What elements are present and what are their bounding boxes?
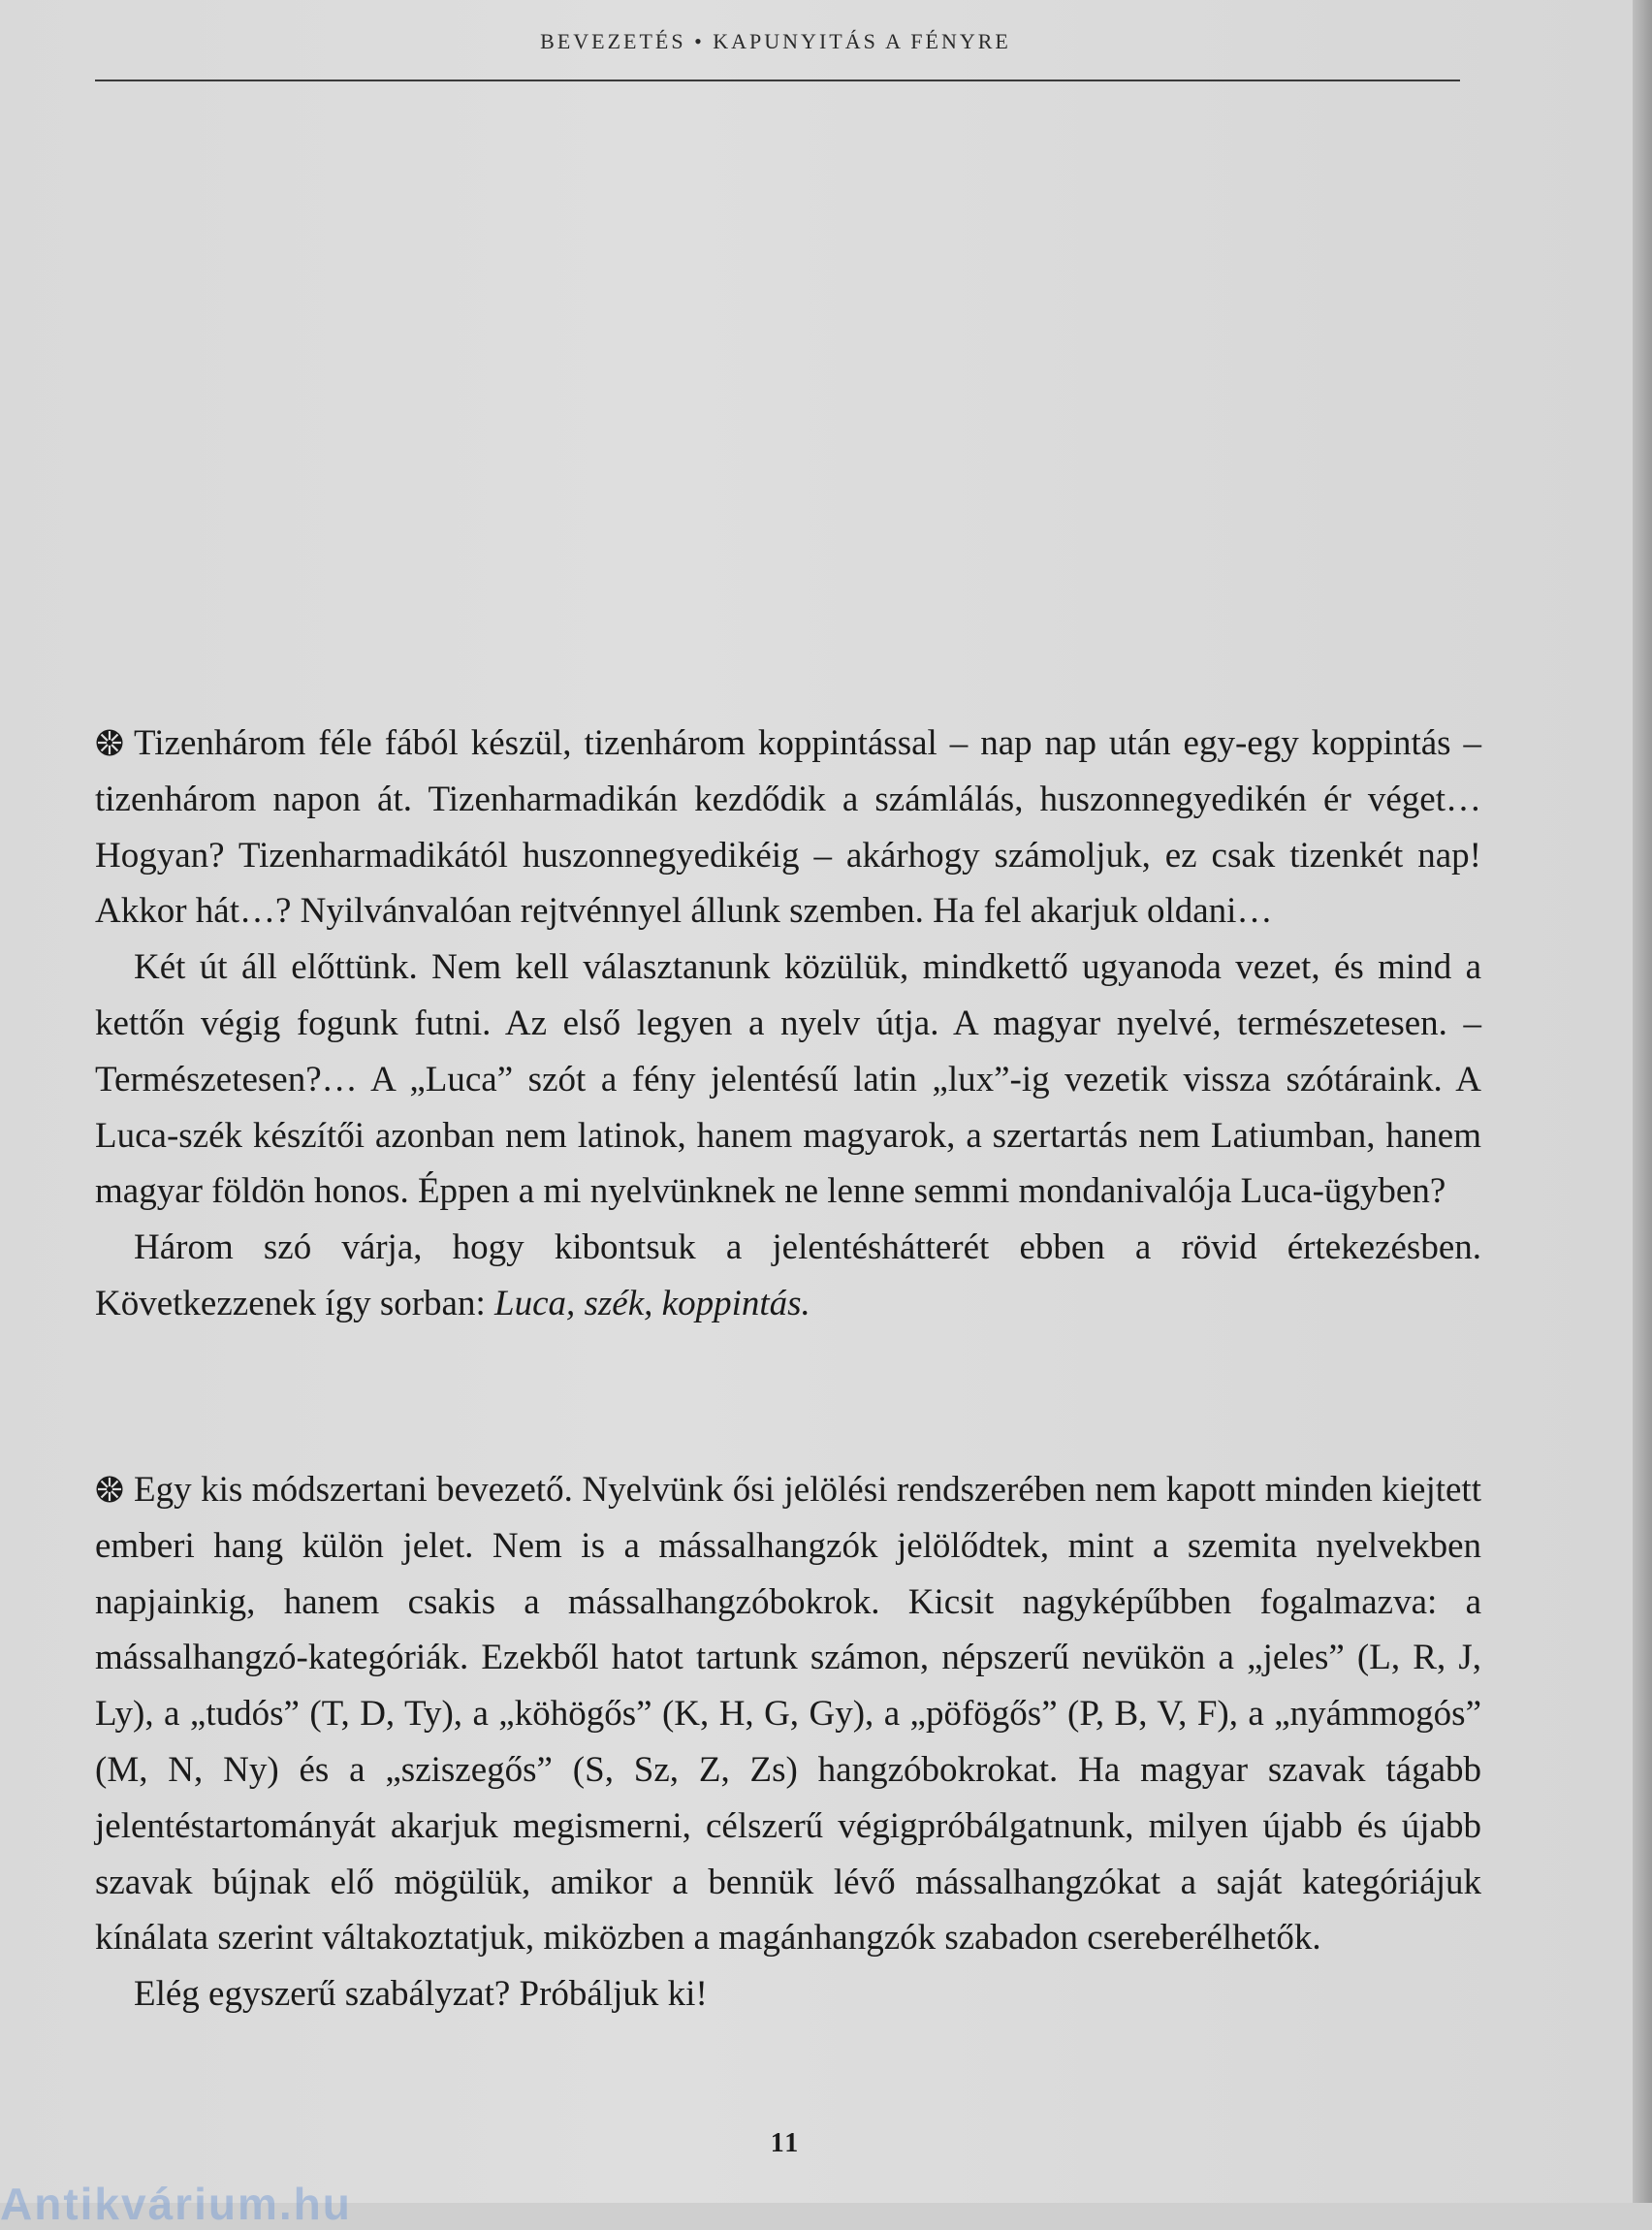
page-edge (1633, 0, 1652, 2203)
paragraph (95, 1966, 1481, 2023)
section-2 (95, 1462, 1481, 2023)
paragraph-text: Két út áll előttünk. Nem kell választanunk közülük, mindkettő ugyanoda vezet, és mind a kettőn végig fogunk futni. Az első legyen a nyelv útja. A magyar nyelvé, természetesen. – Természetesen?… A „Luca” szót a fény jelentésű latin „lux”-ig vezetik vissza szótáraink. A Luca-szék készítői azonban nem latinok, hanem magyarok, a szertartás nem Latiumban, hanem magyar földön honos. Éppen a mi nyelvünknek ne lenne semmi mondanivalója Luca-ügyben? (95, 947, 1481, 1212)
header-rule (95, 80, 1460, 81)
paragraph-text: Három szó várja, hogy kibontsuk a jelentéshátterét ebben a rövid értekezésben. Következzenek így sorban: (95, 1227, 1481, 1323)
paragraph (95, 1462, 1481, 1966)
watermark: Antikvárium.hu (0, 2179, 352, 2229)
paragraph-text: Tizenhárom féle fából készül, tizenhárom koppintással – nap nap után egy-egy koppintás – tizenhárom napon át. Tizenharmadikán kezdődik a számlálás, huszonnegyedikén ér véget… Hogyan? Tizenharmadikától huszonnegyedikéig – akárhogy számoljuk, ez csak tizenkét nap! Akkor hát…? Nyilvánvalóan rejtvénnyel állunk szemben. Ha fel akarjuk oldani… (95, 723, 1481, 932)
paragraph (95, 1220, 1481, 1332)
italic-terms: Luca, szék, koppintás. (494, 1283, 810, 1323)
paragraph-text: Egy kis módszertani bevezető. Nyelvünk ősi jelölési rendszerében nem kapott minden kiejtett emberi hang külön jelet. Nem is a mássalhangzók jelölődtek, mint a szemita nyelvekben napjainkig, hanem csakis a mássalhangzóbokrok. Kicsit nagyképűbben fogalmazva: a mássalhangzó-kategóriák. Ezekből hatot tartunk számon, népszerű nevükön a „jeles” (L, R, J, Ly), a „tudós” (T, D, Ty), a „köhögős” (K, H, G, Gy), a „pöfögős” (P, B, V, F), a „nyámmogós” (M, N, Ny) és a „sziszegős” (S, Sz, Z, Zs) hangzóbokrokat. Ha magyar szavak tágabb jelentéstartományát akarjuk megismerni, célszerű végigpróbálgatnunk, milyen újabb és újabb szavak bújnak elő mögülük, amikor a bennük lévő mássalhangzókat a saját kategóriájuk kínálata szerint váltakoztatjuk, miközben a magánhangzók szabadon csereberélhetők. (95, 1470, 1481, 1959)
asterisk-flower-icon (95, 728, 124, 757)
asterisk-flower-icon (95, 1475, 124, 1504)
show-through-text (95, 121, 1462, 176)
paragraph (95, 716, 1481, 940)
paragraph-text: Elég egyszerű szabályzat? Próbáljuk ki! (134, 1974, 708, 2015)
section-1 (95, 716, 1481, 1332)
running-head: BEVEZETÉS • KAPUNYITÁS A FÉNYRE (540, 29, 1011, 53)
page-number: 11 (770, 2128, 801, 2158)
paragraph (95, 940, 1481, 1220)
